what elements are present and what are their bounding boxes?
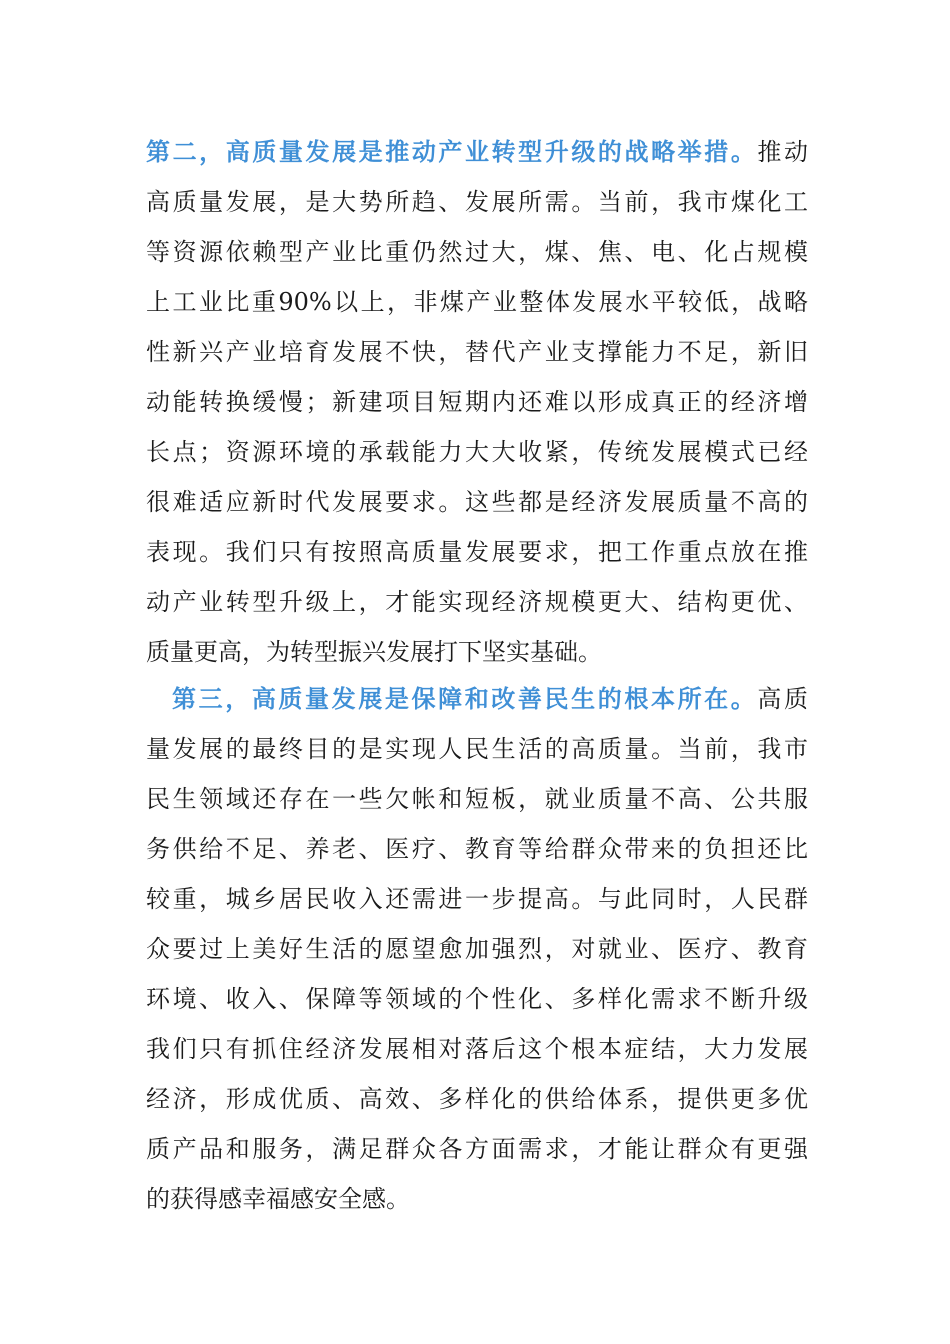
paragraph-1-line-11: 质量更高，为转型振兴发展打下坚实基础。 <box>146 638 602 666</box>
paragraph-1-heading: 第二，高质量发展是推动产业转型升级的战略举措。 <box>146 137 758 166</box>
paragraph-2-line-8: 我们只有抓住经济发展相对落后这个根本症结，大力发展 <box>146 1035 808 1063</box>
paragraph-1-line-6: 动能转换缓慢；新建项目短期内还难以形成真正的经济增 <box>146 388 808 416</box>
paragraph-2-line-5: 较重，城乡居民收入还需进一步提高。与此同时，人民群 <box>146 885 808 913</box>
paragraph-1-line-1 <box>146 127 808 177</box>
paragraph-1-text: 推动 <box>757 138 808 166</box>
paragraph-1-line-4: 上工业比重90%以上，非煤产业整体发展水平较低，战略 <box>146 288 808 316</box>
paragraph-1-line-5: 性新兴产业培育发展不快，替代产业支撑能力不足，新旧 <box>146 338 808 366</box>
paragraph-2-line-7: 环境、收入、保障等领域的个性化、多样化需求不断升级 <box>146 985 808 1013</box>
paragraph-2-text: 高质 <box>757 685 808 713</box>
paragraph-2-line-10: 质产品和服务，满足群众各方面需求，才能让群众有更强 <box>146 1135 808 1163</box>
paragraph-2-line-6: 众要过上美好生活的愿望愈加强烈，对就业、医疗、教育 <box>146 935 808 963</box>
paragraph-1-line-3: 等资源依赖型产业比重仍然过大，煤、焦、电、化占规模 <box>146 238 808 266</box>
paragraph-2-heading: 第三，高质量发展是保障和改善民生的根本所在。 <box>172 684 758 713</box>
paragraph-2-line-1 <box>172 674 808 724</box>
paragraph-1-line-2: 高质量发展，是大势所趋、发展所需。当前，我市煤化工 <box>146 188 808 216</box>
paragraph-1-line-7: 长点；资源环境的承载能力大大收紧，传统发展模式已经 <box>146 438 808 466</box>
paragraph-1-line-8: 很难适应新时代发展要求。这些都是经济发展质量不高的 <box>146 488 808 516</box>
paragraph-2-line-2: 量发展的最终目的是实现人民生活的高质量。当前，我市 <box>146 735 808 763</box>
paragraph-1-line-9: 表现。我们只有按照高质量发展要求，把工作重点放在推 <box>146 538 808 566</box>
paragraph-2-line-4: 务供给不足、养老、医疗、教育等给群众带来的负担还比 <box>146 835 808 863</box>
paragraph-2-line-3: 民生领域还存在一些欠帐和短板，就业质量不高、公共服 <box>146 785 808 813</box>
paragraph-1-line-10: 动产业转型升级上，才能实现经济规模更大、结构更优、 <box>146 588 808 616</box>
paragraph-2-line-9: 经济，形成优质、高效、多样化的供给体系，提供更多优 <box>146 1085 808 1113</box>
paragraph-2-line-11: 的获得感幸福感安全感。 <box>146 1185 410 1213</box>
